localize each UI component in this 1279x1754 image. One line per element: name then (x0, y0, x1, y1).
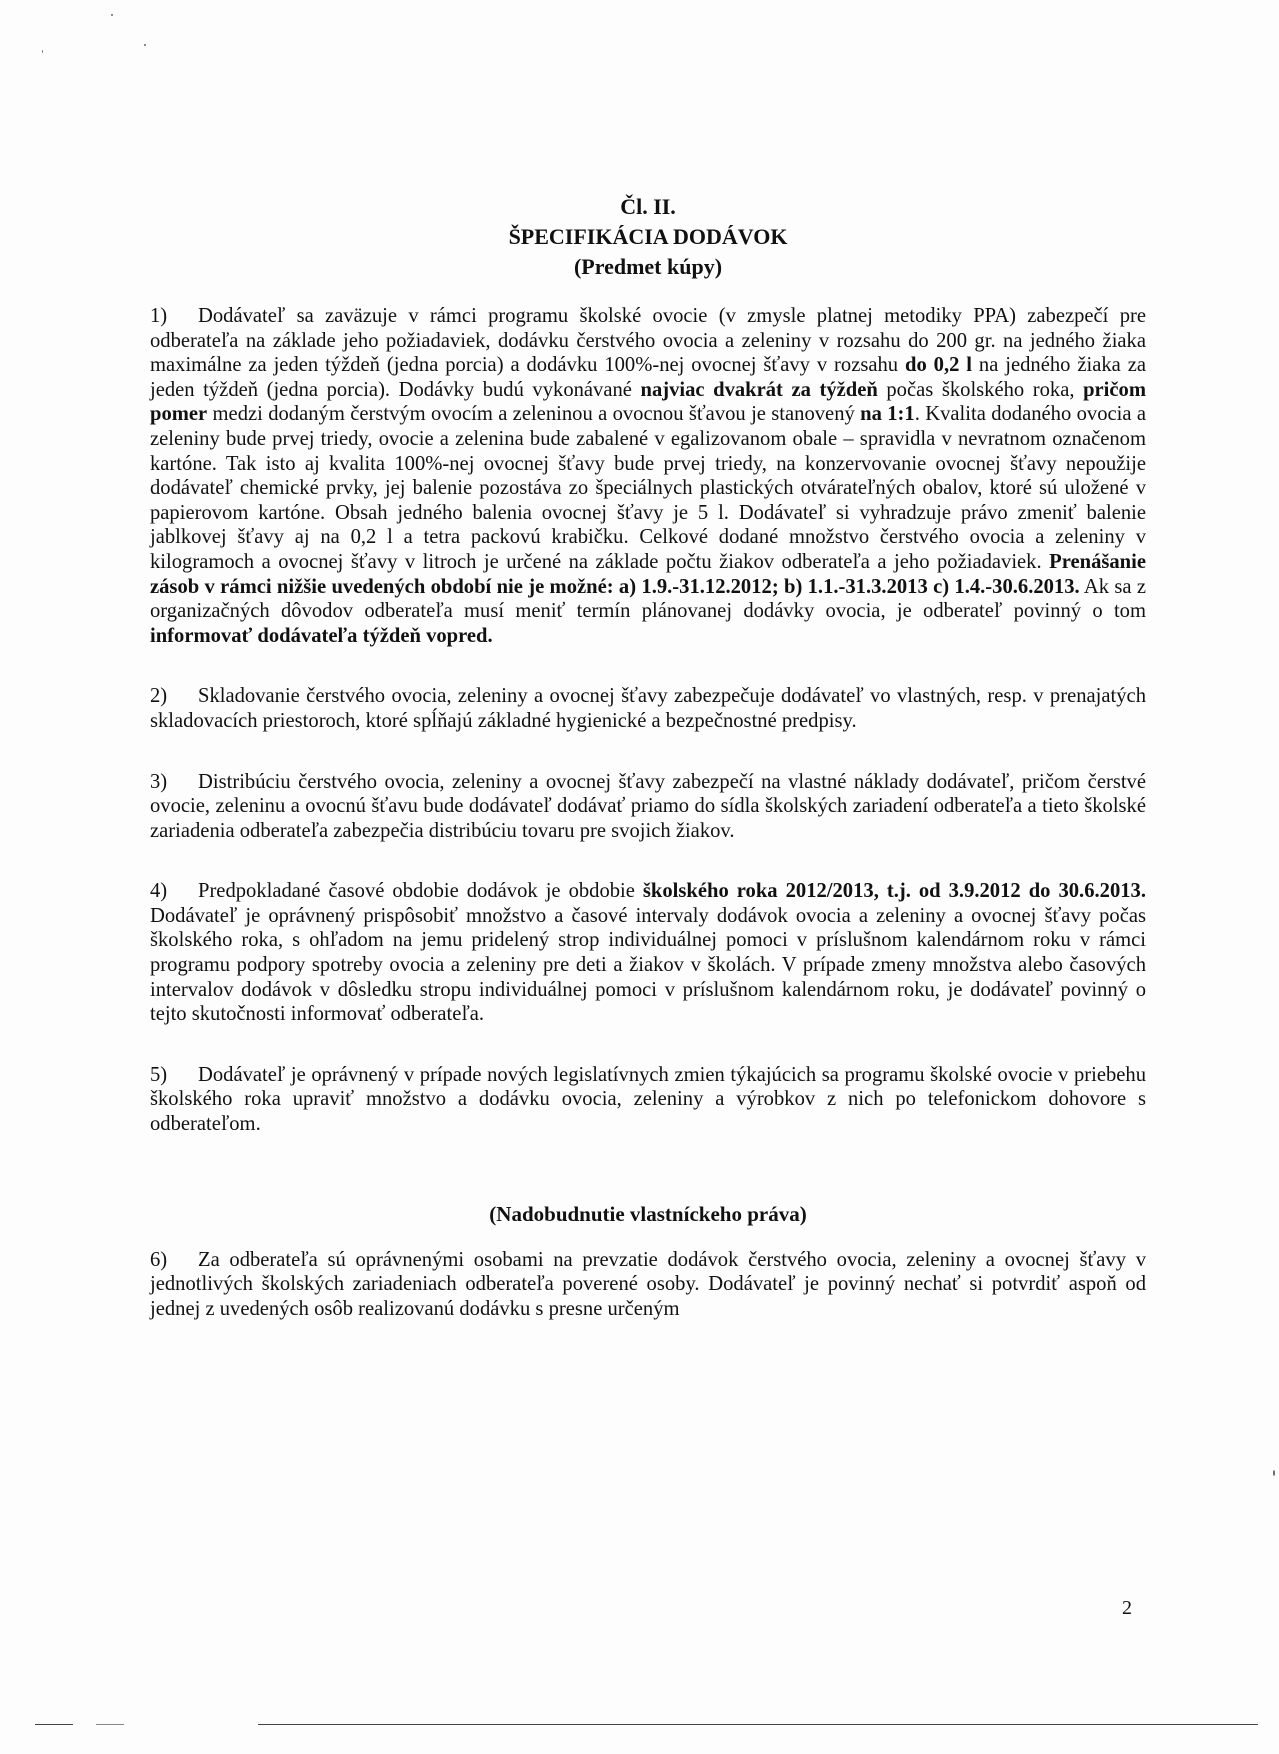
text-run: Dodávateľ je oprávnený v prípade nových legislatívnych zmien týkajúcich sa programu školské ovocie v priebehu školského roka upraviť množstvo a dodávku ovocia, zeleniny a výrobkov z nich po telefonickom dohovore s odberateľom. (150, 1063, 1146, 1136)
subsection-heading: (Nadobudnutie vlastníckeho práva) (489, 1201, 807, 1226)
text-run: Skladovanie čerstvého ovocia, zeleniny a ovocnej šťavy zabezpečuje dodávateľ vo vlastných, resp. v prenajatých skladovacích priestoroch, ktoré spĺňajú základné hygienické a bezpečnostné predpisy. (150, 685, 1146, 732)
paragraph-text (150, 685, 1146, 732)
scan-edge-line (96, 1724, 124, 1725)
section-title: ŠPECIFIKÁCIA DODÁVOK (508, 224, 788, 249)
page-content (150, 192, 1146, 1321)
paragraph-number: 3) (150, 770, 168, 793)
text-run: počas školského roka, (877, 378, 1084, 401)
paragraph-2 (150, 684, 1146, 733)
text-run: Za odberateľa sú oprávnenými osobami na prevzatie dodávok čerstvého ovocia, zeleniny a ovocnej šťavy v jednotlivých školských zariadeniach odberateľa poverené osoby. Dodávateľ je povinný nechať si potvrdiť aspoň od jednej z uvedených osôb realizovanú dodávku s presne určeným (150, 1248, 1146, 1320)
bold-text: na 1:1 (860, 403, 915, 426)
scan-speck (111, 14, 113, 16)
article-number: Čl. II. (620, 194, 676, 219)
paragraph-number: 5) (150, 1063, 168, 1086)
scan-edge-line (258, 1724, 1258, 1725)
paragraph-text (150, 1249, 1146, 1320)
bold-text: do 0,2 l (905, 354, 973, 377)
text-run: . Kvalita dodaného ovocia a zeleniny bude prvej triedy, ovocie a zelenina bude zabalené v egalizovanom obale – spravidla v nevratnom označenom kartóne. Tak isto aj kvalita 100%-nej ovocnej šťavy bude prvej triedy, na konzervovanie ovocnej šťavy nepoužije dodávateľ chemické prvky, jej balenie pozostáva zo špeciálnych plastických otvárateľných obalov, ktoré sú uložené v papierovom kartóne. Obsah jedného balenia ovocnej šťavy je 5 l. Dodávateľ si vyhradzuje právo zmeniť balenie jablkovej šťavy aj na 0,2 l a tetra packovú krabičku. Celkové dodané množstvo čerstvého ovocia a zeleniny v kilogramoch a ovocnej šťavy v litroch je určené na základe počtu žiakov odberateľa a jeho požiadaviek. (150, 403, 1147, 573)
paragraph-5 (150, 1063, 1146, 1137)
bold-text: školského roka 2012/2013, t.j. od 3.9.2012 do 30.6.2013. (642, 880, 1146, 903)
paragraph-text (150, 880, 1146, 1025)
bold-text: informovať dodávateľa týždeň vopred. (150, 624, 493, 647)
paragraph-3 (150, 770, 1146, 844)
bold-text: najviac dvakrát za týždeň (640, 378, 878, 401)
paragraph-text (150, 1064, 1146, 1135)
paragraph-1 (150, 304, 1146, 648)
scan-speck (1273, 1470, 1275, 1476)
paragraph-number: 2) (150, 685, 168, 708)
section-subtitle: (Predmet kúpy) (573, 254, 723, 279)
text-run: Dodávateľ je oprávnený prispôsobiť množstvo a časové intervaly dodávok ovocia a zeleniny a ovocnej šťavy počas školského roka, s ohľadom na jemu pridelený strop individuálnej pomoci v príslušnom kalendárnom roku v rámci programu podpory spotreby ovocia a zeleniny pre deti a žiakov v školách. V prípade zmeny množstva alebo časových intervalov dodávok v dôsledku stropu individuálnej pomoci v príslušnom kalendárnom roku, je dodávateľ povinný o tejto skutočnosti informovať odberateľa. (150, 904, 1146, 1026)
text-run: Dodávateľ sa zaväzuje v rámci programu školské ovocie (v zmysle platnej metodiky PPA) zabezpečí pre odberateľa na základe jeho požiadaviek, dodávku čerstvého ovocia a zeleniny v rozsahu do 200 gr. na jedného žiaka maximálne za jeden týždeň (jedna porcia) a dodávku 100%-nej ovocnej šťavy v rozsahu (150, 305, 1146, 377)
paragraph-6 (150, 1248, 1146, 1322)
bold-text: Prenášanie zásob v rámci nižšie uvedených období nie je možné: a) 1.9.-31.12.2012; b) 1.1.-31.3.2013 c) 1.4.-30.6.2013. (150, 550, 1146, 598)
scan-edge-line (35, 1724, 73, 1725)
scan-speck (42, 50, 43, 53)
text-run: Predpokladané časové obdobie dodávok je obdobie (198, 880, 643, 903)
paragraph-text (150, 771, 1146, 842)
paragraph-text (150, 305, 1146, 647)
page-number: 2 (1122, 1597, 1132, 1619)
bold-text: pričom pomer (150, 378, 1146, 426)
paragraph-number: 1) (150, 305, 168, 327)
paragraph-number: 4) (150, 880, 168, 903)
paragraph-4 (150, 879, 1146, 1027)
text-run: na jedného žiaka za jeden týždeň (jedna porcia). Dodávky budú vykonávané (150, 354, 1146, 401)
text-run: medzi dodaným čerstvým ovocím a zeleninou a ovocnou šťavou je stanovený (207, 403, 861, 426)
text-run: Distribúciu čerstvého ovocia, zeleniny a ovocnej šťavy zabezpečí na vlastné náklady dodávateľ, pričom čerstvé ovocie, zeleninu a ovocnú šťavu bude dodávateľ dodávať priamo do sídla školských zariadení odberateľa a tieto školské zariadenia odberateľa zabezpečia distribúciu tovaru pre svojich žiakov. (150, 770, 1146, 842)
scan-speck (144, 44, 146, 46)
text-run: Ak sa z organizačných dôvodov odberateľa musí meniť termín plánovanej dodávky ovocia, je odberateľ povinný o tom (150, 575, 1146, 623)
paragraph-number: 6) (150, 1248, 168, 1271)
